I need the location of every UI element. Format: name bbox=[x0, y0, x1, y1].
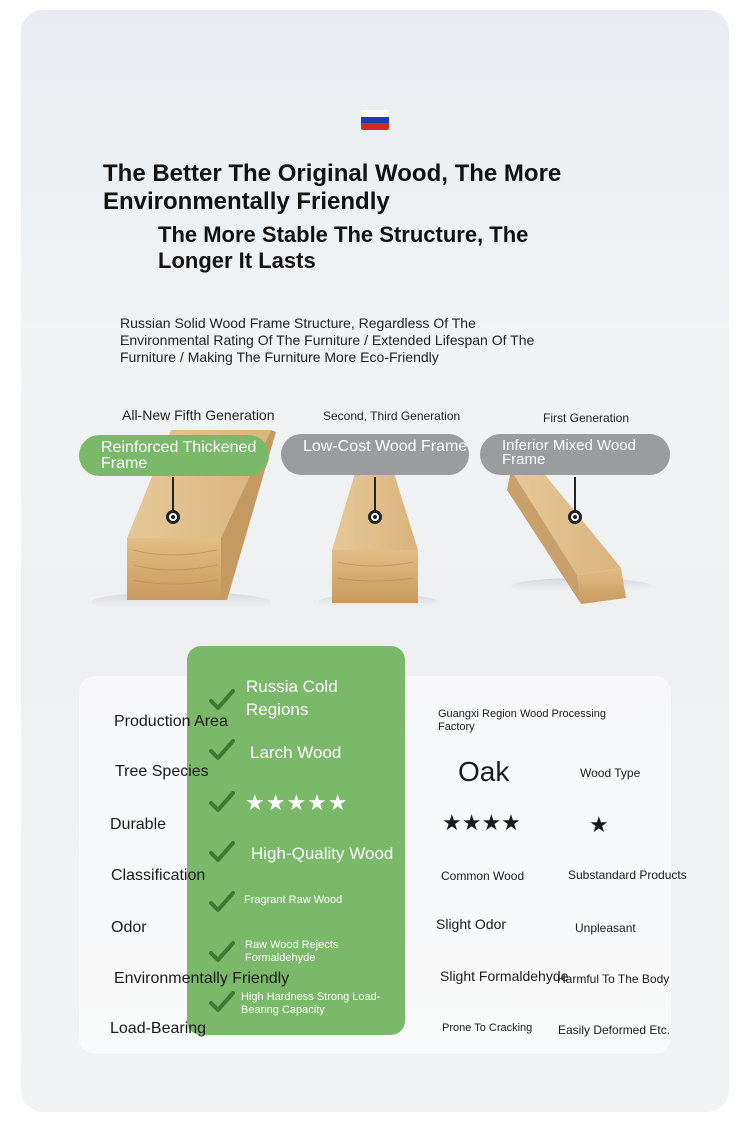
second-tree-species: Oak bbox=[458, 756, 510, 787]
generation-caption-fifth: All-New Fifth Generation bbox=[122, 407, 275, 423]
ours-odor: Fragrant Raw Wood bbox=[244, 894, 343, 906]
check-icon bbox=[209, 940, 235, 964]
check-icon bbox=[209, 890, 235, 914]
generation-caption-second-third: Second, Third Generation bbox=[323, 409, 461, 423]
pill-low-cost-frame: Low-Cost Wood Frame bbox=[281, 434, 469, 475]
ours-load-bearing: High Hardness Strong Load-Bearing Capacity bbox=[241, 991, 381, 1016]
third-odor: Unpleasant bbox=[575, 921, 636, 935]
pointer-line-2 bbox=[374, 477, 376, 513]
headline-primary: The Better The Original Wood, The More Environmentally Friendly bbox=[103, 160, 562, 215]
check-icon bbox=[209, 738, 235, 762]
second-environmentally-friendly: Slight Formaldehyde bbox=[440, 968, 569, 984]
pointer-dot-1 bbox=[166, 510, 180, 524]
generation-caption-first: First Generation bbox=[543, 411, 630, 425]
ours-durable: ★★★★★ bbox=[245, 790, 349, 815]
third-durable: ★ bbox=[589, 812, 609, 837]
second-load-bearing: Prone To Cracking bbox=[442, 1022, 533, 1034]
pill-reinforced-frame: Reinforced Thickened Frame bbox=[79, 435, 269, 476]
row-label-environmentally-friendly: Environmentally Friendly bbox=[114, 970, 290, 987]
second-durable: ★★★★ bbox=[442, 810, 521, 835]
check-icon bbox=[209, 840, 235, 864]
third-load-bearing: Easily Deformed Etc. bbox=[558, 1023, 671, 1037]
second-classification: Common Wood bbox=[441, 869, 525, 883]
third-classification: Substandard Products bbox=[568, 868, 687, 882]
row-label-load-bearing: Load-Bearing bbox=[110, 1020, 207, 1037]
ours-production-area: Russia Cold Regions bbox=[246, 677, 338, 719]
row-label-odor: Odor bbox=[111, 919, 147, 936]
check-icon bbox=[209, 790, 235, 814]
ours-tree-species: Larch Wood bbox=[250, 743, 342, 762]
row-label-production-area: Production Area bbox=[114, 713, 228, 730]
row-label-tree-species: Tree Species bbox=[115, 763, 209, 780]
pill-inferior-frame: Inferior Mixed Wood Frame bbox=[480, 434, 670, 475]
pointer-line-3 bbox=[574, 477, 576, 513]
third-tree-species: Wood Type bbox=[580, 766, 641, 780]
headline-secondary: The More Stable The Structure, The Longer It Lasts bbox=[158, 222, 529, 273]
pointer-dot-2 bbox=[368, 510, 382, 524]
pointer-line-1 bbox=[172, 477, 174, 513]
ours-environmentally-friendly: Raw Wood Rejects Formaldehyde bbox=[245, 939, 339, 964]
russia-flag-icon bbox=[361, 110, 389, 130]
second-odor: Slight Odor bbox=[436, 916, 507, 932]
second-production-area: Guangxi Region Wood Processing Factory bbox=[438, 708, 606, 733]
row-label-durable: Durable bbox=[110, 816, 167, 833]
third-environmentally-friendly: Harmful To The Body bbox=[557, 972, 670, 986]
ours-classification: High-Quality Wood bbox=[251, 844, 394, 863]
check-icon bbox=[209, 990, 235, 1014]
check-icon bbox=[209, 688, 235, 712]
description: Russian Solid Wood Frame Structure, Regardless Of The Environmental Rating Of The Furniture / Extended Lifespan Of The Furniture / Making The Furniture More Eco-Friendly bbox=[120, 315, 535, 365]
row-label-classification: Classification bbox=[111, 867, 206, 884]
pointer-dot-3 bbox=[568, 510, 582, 524]
product-card bbox=[21, 10, 729, 1112]
